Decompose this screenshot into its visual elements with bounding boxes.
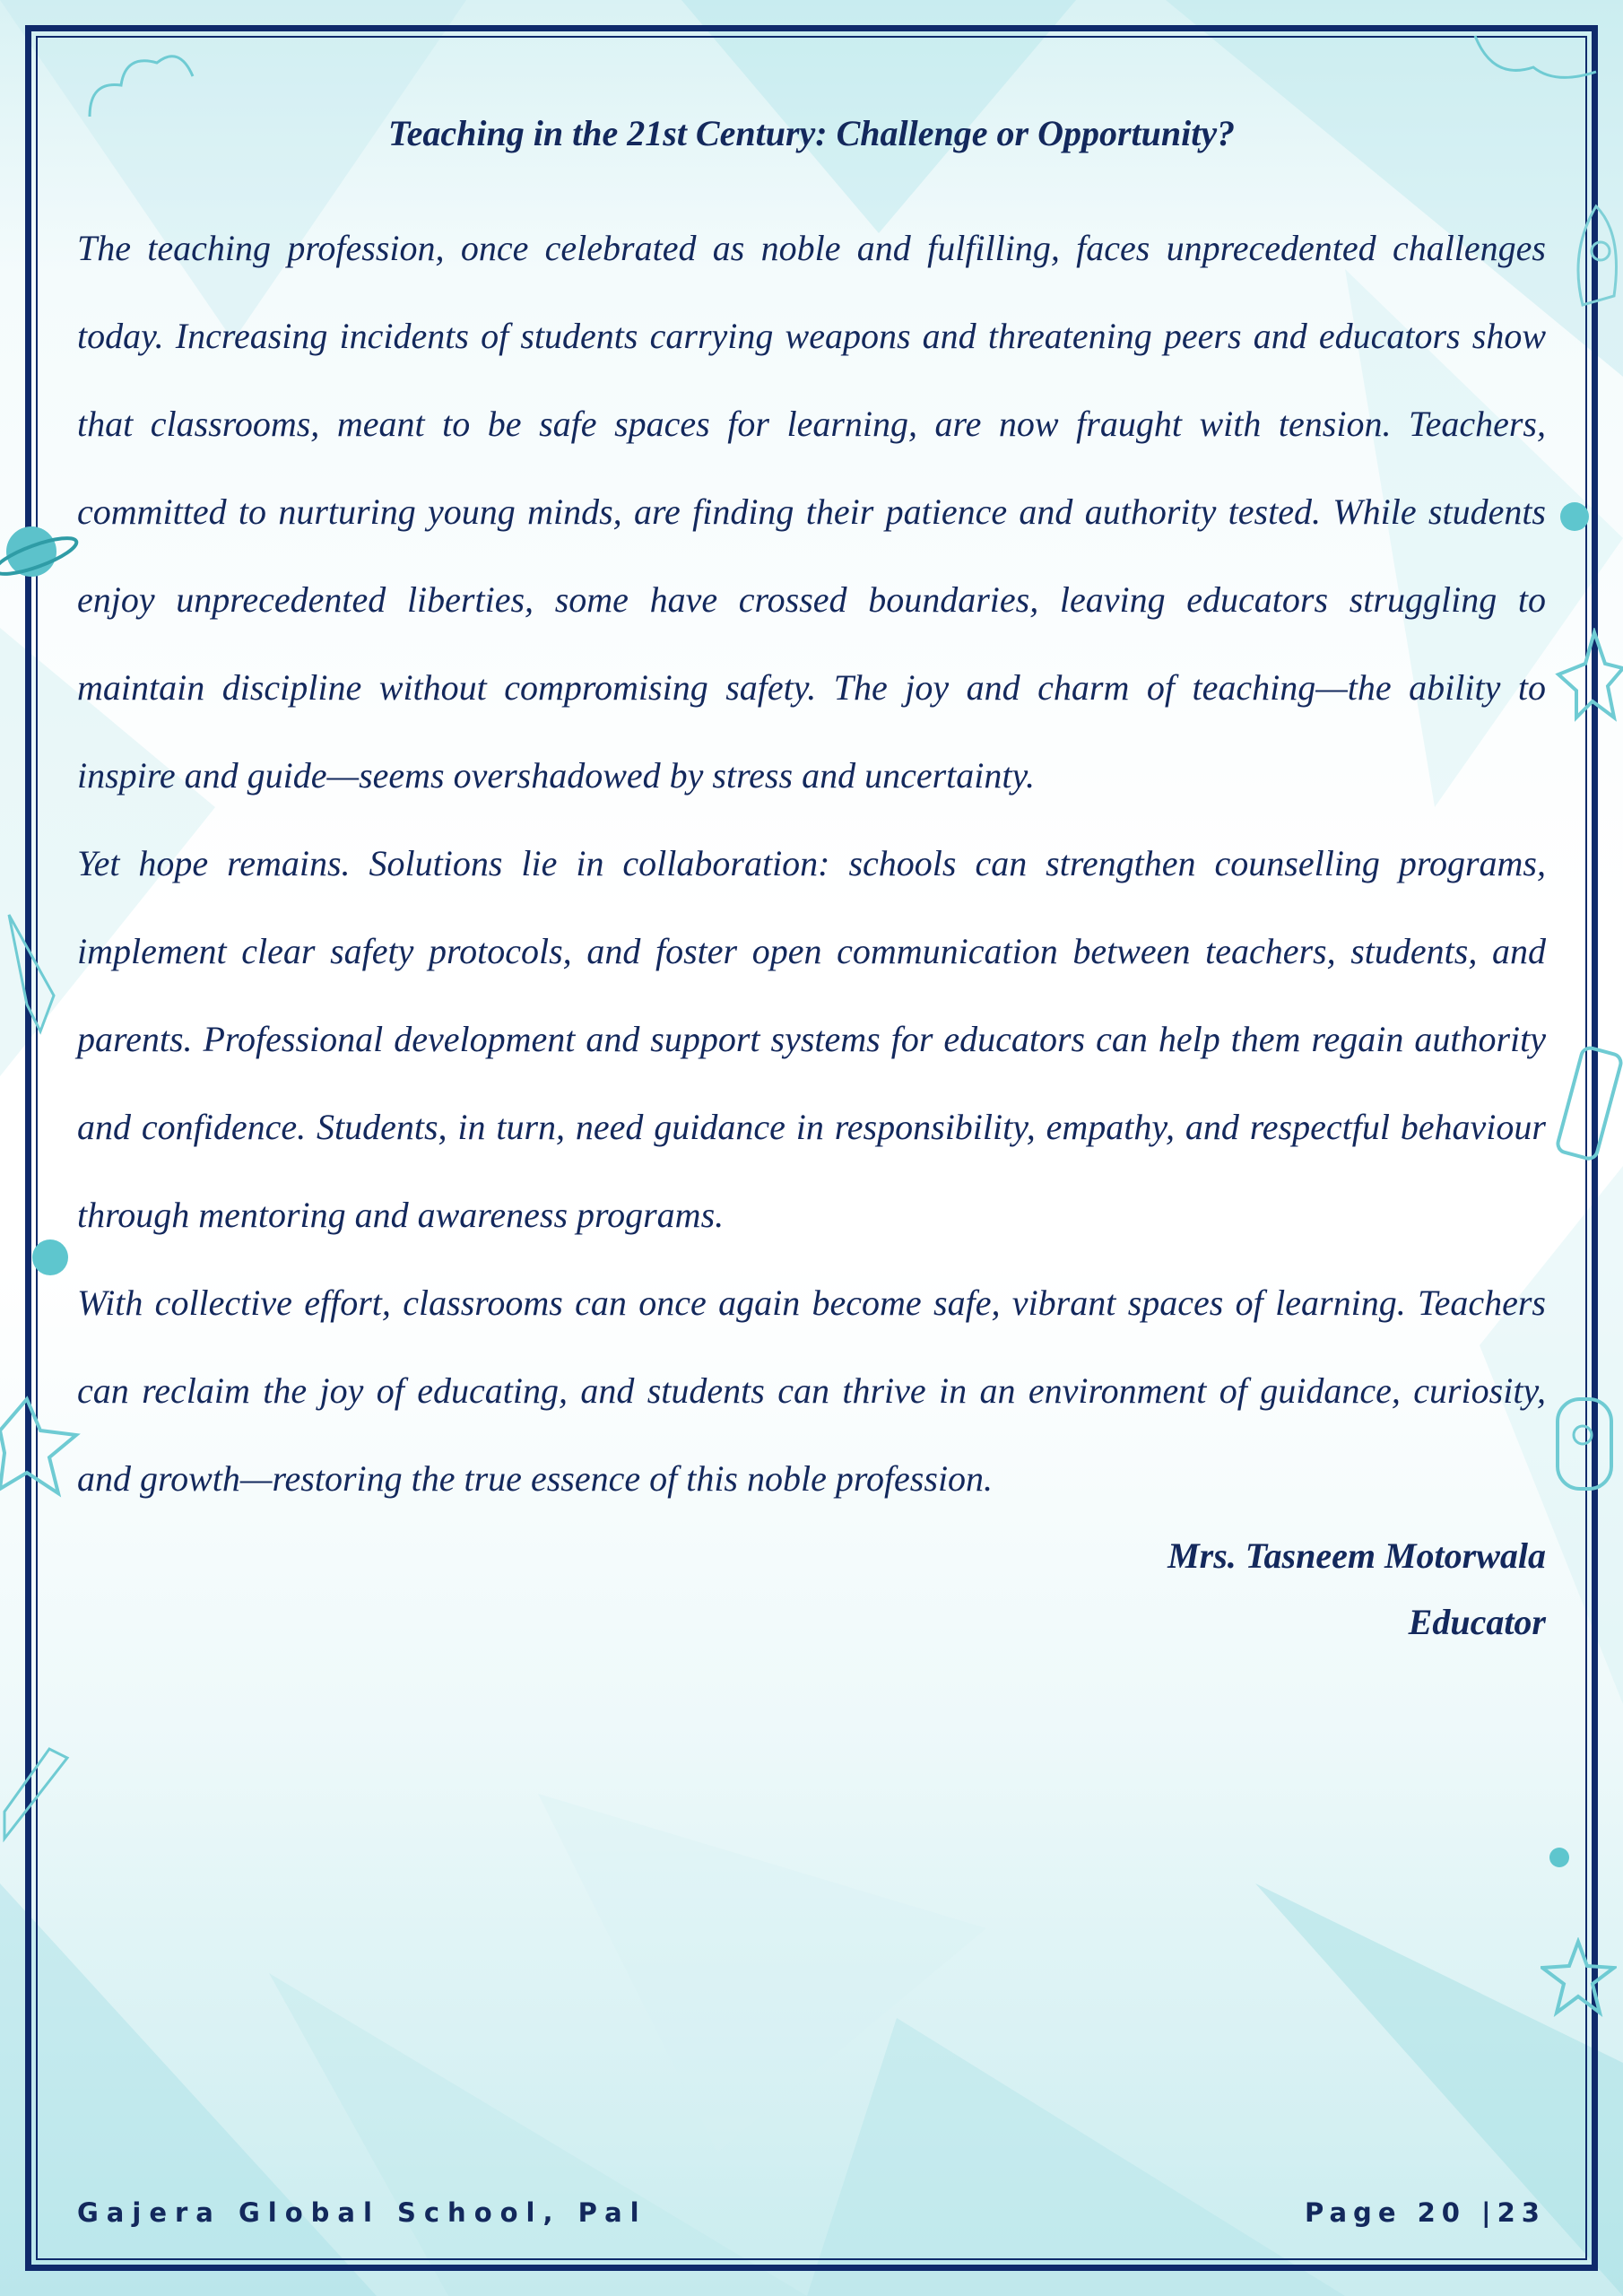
paragraph-2: Yet hope remains. Solutions lie in collaboration: schools can strengthen counselling programs, implement clear safety protocols, and foster open communication between teachers, students, and parents. Professional development and support systems for educators can help them regain authority and confidence. Students, in turn, need guidance in responsibility, empathy, and respectful behaviour through mentoring and awareness programs. [77, 843, 1546, 1235]
ruler-icon [0, 1740, 72, 1857]
dot-icon [30, 1238, 70, 1277]
author-signature [77, 1523, 1546, 1656]
cloud-icon [1547, 1386, 1623, 1502]
page-footer [77, 2197, 1546, 2228]
paragraph-3: With collective effort, classrooms can once again become safe, vibrant spaces of learning. Teachers can reclaim the joy of educating, and students can thrive in an environment of guidance, curiosity, and growth—restoring the true essence of this noble profession. [77, 1283, 1546, 1499]
cloud-icon [81, 27, 206, 126]
planet-icon [0, 511, 85, 596]
author-role: Educator [1408, 1602, 1546, 1642]
paragraph-1: The teaching profession, once celebrated as noble and fulfilling, faces unprecedented challenges today. Increasing incidents of students carrying weapons and threatening peers and educators show that classrooms, meant to be safe spaces for learning, are now fraught with tension. Teachers, committed to nurturing young minds, are finding their patience and authority tested. While students enjoy unprecedented liberties, some have crossed boundaries, leaving educators struggling to maintain discipline without compromising safety. The joy and charm of teaching—the ability to inspire and guide—seems overshadowed by stress and uncertainty. [77, 228, 1546, 796]
cloud-icon [1471, 18, 1605, 90]
star-icon [1549, 628, 1623, 726]
pencil-icon [0, 906, 81, 1040]
article-body [77, 112, 1546, 1656]
article-title: Teaching in the 21st Century: Challenge or Opportunity? [387, 113, 1236, 153]
footer-school-name: Gajera Global School, Pal [77, 2197, 647, 2228]
star-icon [0, 1390, 81, 1498]
ruler-icon [1556, 1040, 1623, 1166]
dot-icon [1558, 500, 1591, 533]
rocket-icon [1560, 197, 1623, 332]
author-name: Mrs. Tasneem Motorwala [1167, 1535, 1546, 1576]
star-icon [1541, 1937, 1617, 2018]
dot-icon [1548, 1846, 1571, 1869]
footer-page-number: Page 20 |23 [1305, 2197, 1546, 2228]
